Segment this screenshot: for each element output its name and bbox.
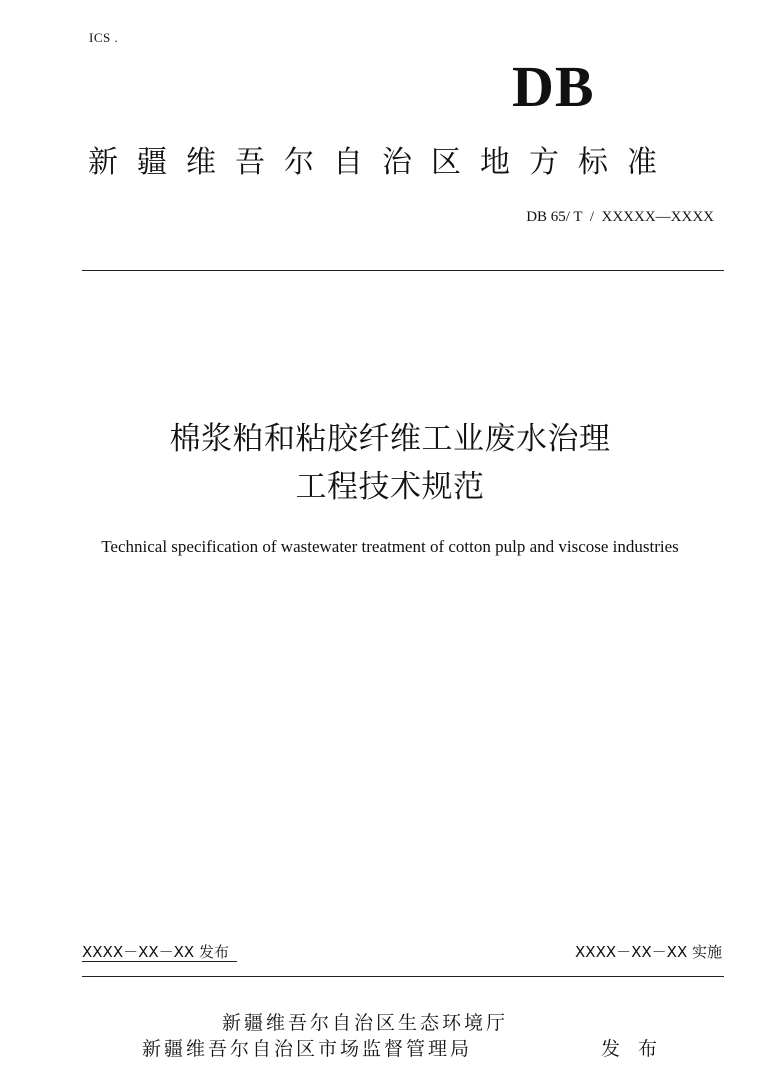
top-divider bbox=[82, 270, 724, 271]
english-title: Technical specification of wastewater treatment of cotton pulp and viscose industries bbox=[101, 537, 679, 556]
publish-label: 发 布 bbox=[601, 1038, 664, 1060]
issue-date-underline bbox=[82, 961, 237, 962]
issuing-organization-ecology: 新疆维吾尔自治区生态环境厅 bbox=[222, 1012, 509, 1034]
standard-type-heading: 新疆维吾尔自治区地方标准 bbox=[88, 145, 676, 180]
issue-date: XXXX－XX－XX 发布 bbox=[82, 943, 229, 961]
bottom-divider bbox=[82, 976, 724, 977]
implementation-date: XXXX－XX－XX 实施 bbox=[575, 943, 722, 961]
document-title-line2: 工程技术规范 bbox=[295, 469, 485, 505]
document-title-line1: 棉浆粕和粘胶纤维工业废水治理 bbox=[169, 421, 611, 457]
db-logo: DB bbox=[512, 54, 595, 119]
issuing-organization-market-supervision: 新疆维吾尔自治区市场监督管理局 bbox=[142, 1038, 473, 1060]
standard-number: DB 65/ T / XXXXX—XXXX bbox=[526, 209, 714, 225]
ics-code: ICS . bbox=[89, 30, 119, 45]
